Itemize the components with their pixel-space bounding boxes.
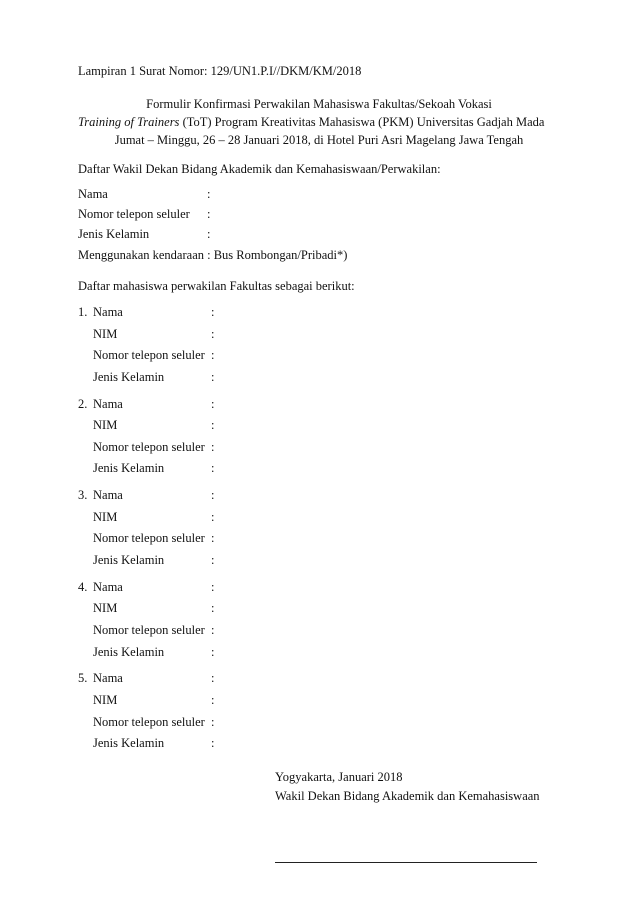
wakil-telepon-colon: : bbox=[207, 207, 211, 221]
wakil-nama-label: Nama bbox=[78, 187, 108, 201]
wakil-kelamin-colon: : bbox=[207, 227, 211, 241]
entry-field-label: NIM bbox=[93, 509, 118, 524]
entry-field-colon: : bbox=[211, 601, 215, 616]
entry-field-label: Jenis Kelamin bbox=[93, 644, 165, 659]
entry-field-label: Jenis Kelamin bbox=[93, 369, 165, 384]
mahasiswa-heading: Daftar mahasiswa perwakilan Fakultas sebagai berikut: bbox=[78, 279, 355, 293]
entry-number: 4. bbox=[78, 579, 88, 594]
entry-field-colon: : bbox=[211, 439, 215, 454]
wakil-kelamin-label: Jenis Kelamin bbox=[78, 227, 150, 241]
entry-field-label: Nomor telepon seluler bbox=[93, 531, 205, 546]
wakil-heading: Daftar Wakil Dekan Bidang Akademik dan Kemahasiswaan/Perwakilan: bbox=[78, 162, 441, 176]
entry-field-label: Nama bbox=[93, 396, 123, 411]
wakil-telepon-label: Nomor telepon seluler bbox=[78, 207, 190, 221]
entry-field-label: Nomor telepon seluler bbox=[93, 348, 205, 363]
entry-field-label: Nomor telepon seluler bbox=[93, 714, 205, 729]
entry-field-colon: : bbox=[211, 305, 215, 319]
entry-field-colon: : bbox=[211, 579, 215, 594]
entry-field-label: NIM bbox=[93, 601, 118, 616]
entry-field-label: NIM bbox=[93, 693, 118, 707]
form-title: Formulir Konfirmasi Perwakilan Mahasiswa Fakultas/Sekoah Vokasi bbox=[146, 97, 492, 111]
entry-field-colon: : bbox=[211, 553, 215, 567]
signature-role: Wakil Dekan Bidang Akademik dan Kemahasiswaan bbox=[275, 789, 540, 803]
entry-number: 5. bbox=[78, 671, 88, 686]
form-subtitle-rest: (ToT) Program Kreativitas Mahasiswa (PKM) Universitas Gadjah Mada bbox=[179, 115, 545, 129]
entry-field-label: Jenis Kelamin bbox=[93, 461, 165, 476]
entry-number: 3. bbox=[78, 488, 88, 503]
entry-number: 2. bbox=[78, 396, 88, 411]
entry-field-colon: : bbox=[211, 693, 215, 707]
entry-field-colon: : bbox=[211, 671, 215, 686]
entry-field-label: NIM bbox=[93, 418, 118, 433]
wakil-kendaraan: Menggunakan kendaraan : Bus Rombongan/Pribadi*) bbox=[78, 248, 348, 262]
form-subtitle bbox=[78, 116, 544, 129]
entry-field-colon: : bbox=[211, 348, 215, 363]
signature-line bbox=[275, 862, 537, 863]
entry-field-label: Nama bbox=[93, 579, 123, 594]
entry-field-label: Nama bbox=[93, 305, 123, 319]
entry-field-colon: : bbox=[211, 369, 215, 384]
entry-field-colon: : bbox=[211, 418, 215, 433]
entry-field-colon: : bbox=[211, 396, 215, 411]
wakil-nama-colon: : bbox=[207, 187, 211, 201]
entry-field-label: Jenis Kelamin bbox=[93, 553, 165, 567]
entry-field-label: Nomor telepon seluler bbox=[93, 439, 205, 454]
entry-field-colon: : bbox=[211, 531, 215, 546]
entry-field-colon: : bbox=[211, 644, 215, 659]
entry-field-label: Nomor telepon seluler bbox=[93, 623, 205, 637]
entry-field-colon: : bbox=[211, 623, 215, 637]
entry-field-colon: : bbox=[211, 488, 215, 503]
signature-place-date: Yogyakarta, Januari 2018 bbox=[275, 770, 403, 784]
event-details: Jumat – Minggu, 26 – 28 Januari 2018, di Hotel Puri Asri Magelang Jawa Tengah bbox=[114, 133, 524, 147]
form-subtitle-italic: Training of Trainers bbox=[78, 115, 180, 129]
attachment-reference: Lampiran 1 Surat Nomor: 129/UN1.P.I//DKM/KM/2018 bbox=[78, 64, 362, 78]
entry-field-colon: : bbox=[211, 509, 215, 524]
entry-number: 1. bbox=[78, 305, 88, 319]
entry-field-label: NIM bbox=[93, 326, 118, 341]
entry-field-colon: : bbox=[211, 326, 215, 341]
entry-field-colon: : bbox=[211, 736, 215, 751]
entry-field-colon: : bbox=[211, 461, 215, 476]
entry-field-label: Jenis Kelamin bbox=[93, 736, 165, 751]
entry-field-label: Nama bbox=[93, 488, 123, 503]
entry-field-label: Nama bbox=[93, 671, 123, 686]
entry-field-colon: : bbox=[211, 714, 215, 729]
